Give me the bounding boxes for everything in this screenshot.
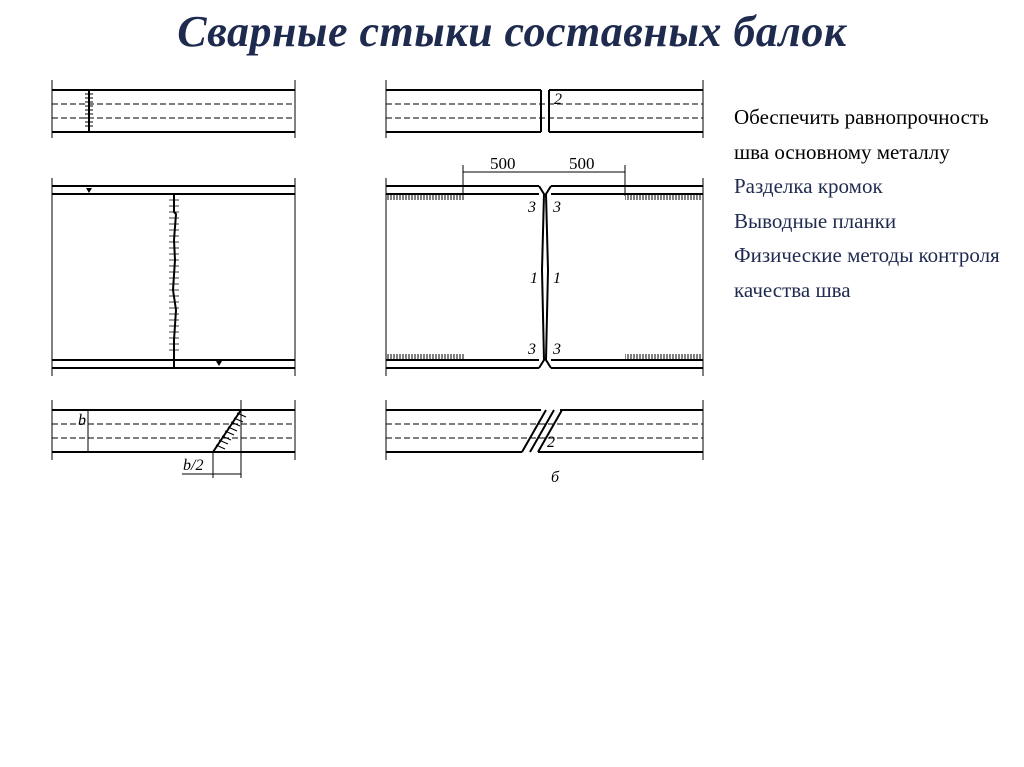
dim-500-left: 500 [490, 154, 516, 173]
weld-label-3-tl: 3 [528, 199, 536, 216]
page-title: Сварные стыки составных балок [177, 7, 847, 56]
dim-b-label: b [78, 412, 86, 429]
bullet-item-runoff-plates: Выводные планки [734, 208, 897, 233]
weld-label-3-br: 3 [553, 341, 561, 358]
weld-label-1-r: 1 [553, 270, 561, 287]
right-flange-plan [386, 80, 703, 138]
bullet-list [734, 100, 1019, 307]
right-skew-plan [386, 400, 703, 460]
weld-label-2-bottom: 2 [547, 434, 555, 451]
weld-label-2-top: 2 [554, 91, 562, 108]
bullet-item-quality-control: Физические методы контроля качества шва [734, 243, 1000, 302]
bullet-item-strength: Обеспечить равнопрочность шва основному металлу [734, 105, 989, 164]
variant-label: б [551, 469, 560, 486]
left-elevation [52, 178, 295, 376]
weld-label-3-bl: 3 [528, 341, 536, 358]
weld-label-3-tr: 3 [553, 199, 561, 216]
left-flange-plan [52, 80, 295, 138]
dim-b-half-label: b/2 [183, 457, 204, 474]
right-elevation [386, 165, 703, 376]
weld-label-1-l: 1 [530, 270, 538, 287]
dim-500-right: 500 [569, 154, 595, 173]
bullet-item-edge-preparation: Разделка кромок [734, 174, 883, 198]
left-skew-plan [52, 400, 295, 478]
